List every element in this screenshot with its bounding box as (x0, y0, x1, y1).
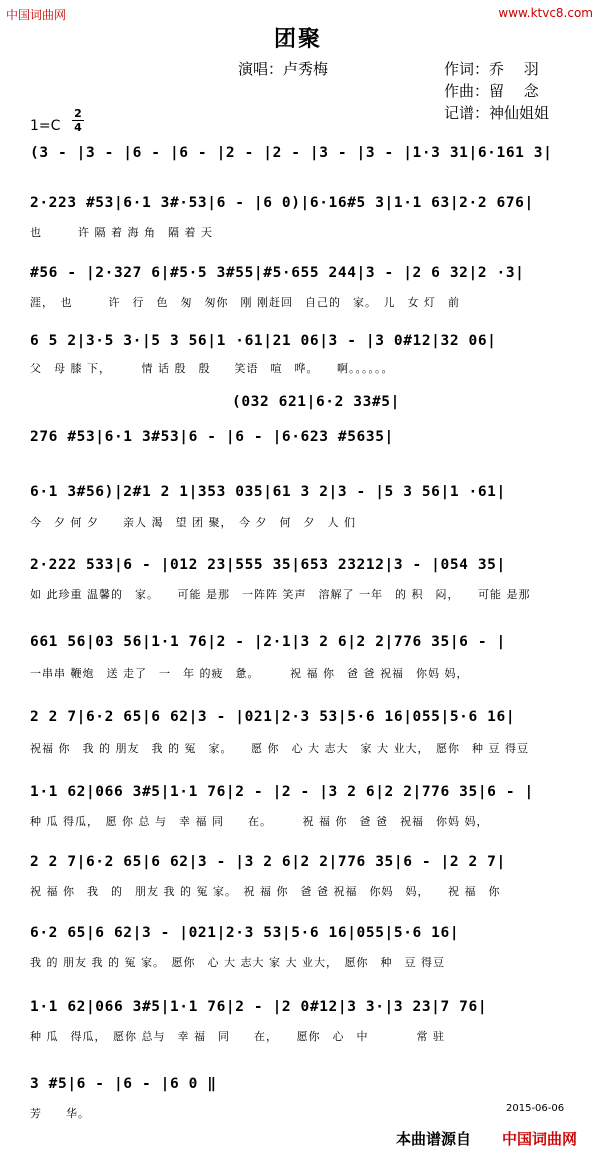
transcriber-credit: 记谱：神仙姐姐 (444, 104, 550, 122)
notation-line: 2·223 #53|6·1 3#·53|6 - |6 0)|6·16#5 3|1·1 63|2·2 676| (30, 195, 534, 211)
lyric-line: 也 许 隔 着 海 角 隔 着 天 (30, 226, 213, 239)
watermark-left: 中国词曲网 (6, 8, 67, 22)
lyric-line: 种 瓜 得瓜， 愿 你 总 与 幸 福 同 在。 祝 福 你 爸 爸 祝福 你妈 妈， (30, 815, 489, 828)
time-signature-bottom: 4 (74, 121, 82, 134)
lyric-line: 祝福 你 我 的 朋友 我 的 冤 家。 愿 你 心 大 志大 家 大 业大， 愿你 种 豆 得豆 (30, 742, 529, 755)
notation-line: 1·1 62|066 3#5|1·1 76|2 - |2 - |3 2 6|2 2|776 35|6 - | (30, 784, 534, 800)
notation-line: 6·1 3#56)|2#1 2 1|353 035|61 3 2|3 - |5 3 56|1 ·61| (30, 484, 506, 500)
notation-line: 276 #53|6·1 3#53|6 - |6 - |6·623 #5635| (30, 429, 394, 445)
transcription-date: 2015-06-06 (506, 1103, 565, 1114)
notation-line-upper: (032 621|6·2 33#5| (232, 394, 400, 410)
singer-credit: 演唱：卢秀梅 (238, 60, 329, 78)
time-signature-top: 2 (74, 107, 82, 120)
notation-line: 6·2 65|6 62|3 - |021|2·3 53|5·6 16|055|5·6 16| (30, 925, 460, 941)
lyric-line: 种 瓜 得瓜， 愿你 总与 幸 福 同 在， 愿你 心 中 常 驻 (30, 1030, 445, 1043)
lyric-line: 今 夕 何 夕 亲人 渴 望 团 聚， 今 夕 何 夕 人 们 (30, 516, 356, 529)
notation-line: #56 - |2·327 6|#5·5 3#55|#5·655 244|3 - |2 6 32|2 ·3| (30, 265, 525, 281)
notation-line: 2 2 7|6·2 65|6 62|3 - |021|2·3 53|5·6 16|055|5·6 16| (30, 709, 516, 725)
lyric-line: 父 母 膝 下， 情 话 殷 殷 笑语 喧 哗。 啊。。。。。。 (30, 362, 394, 375)
song-title: 团聚 (274, 27, 323, 52)
footer-site-logo: 中国词曲网 (502, 1130, 578, 1148)
key-signature: 1=C (30, 118, 61, 134)
notation-line: 6 5 2|3·5 3·|5 3 56|1 ·61|21 06|3 - |3 0#12|32 06| (30, 333, 497, 349)
lyric-line: 如 此珍重 温馨的 家。 可能 是那 一阵阵 笑声 溶解了 一年 的 积 闷， 可能 是那 (30, 588, 531, 601)
lyric-line: 我 的 朋友 我 的 冤 家。 愿你 心 大 志大 家 大 业大， 愿你 种 豆 得豆 (30, 956, 445, 969)
notation-line: 2 2 7|6·2 65|6 62|3 - |3 2 6|2 2|776 35|6 - |2 2 7| (30, 854, 506, 870)
notation-line: (3 - |3 - |6 - |6 - |2 - |2 - |3 - |3 - |1·3 31|6·161 3| (30, 145, 553, 161)
composer-credit: 作曲：留 念 (444, 82, 539, 100)
watermark-right: www.ktvc8.com (498, 6, 593, 20)
lyric-line: 一串串 鞭炮 送 走了 一 年 的疲 惫。 祝 福 你 爸 爸 祝福 你妈 妈， (30, 667, 469, 680)
lyric-line: 芳 华。 (30, 1107, 90, 1120)
footer-source-text: 本曲谱源自 (396, 1130, 472, 1148)
notation-line: 661 56|03 56|1·1 76|2 - |2·1|3 2 6|2 2|776 35|6 - | (30, 634, 506, 650)
notation-line: 2·222 533|6 - |012 23|555 35|653 23212|3 - |054 35| (30, 557, 506, 573)
notation-line: 1·1 62|066 3#5|1·1 76|2 - |2 0#12|3 3·|3 23|7 76| (30, 999, 488, 1015)
lyricist-credit: 作词：乔 羽 (444, 60, 539, 78)
notation-line: 3 #5|6 - |6 - |6 0 ‖ (30, 1076, 217, 1092)
lyric-line: 涯， 也 许 行 色 匆 匆你 刚 刚赶回 自己的 家。 儿 女 灯 前 (30, 296, 460, 309)
lyric-line: 祝 福 你 我 的 朋友 我 的 冤 家。 祝 福 你 爸 爸 祝福 你妈 妈， 祝 福 你 (30, 885, 501, 898)
time-signature (72, 108, 84, 133)
